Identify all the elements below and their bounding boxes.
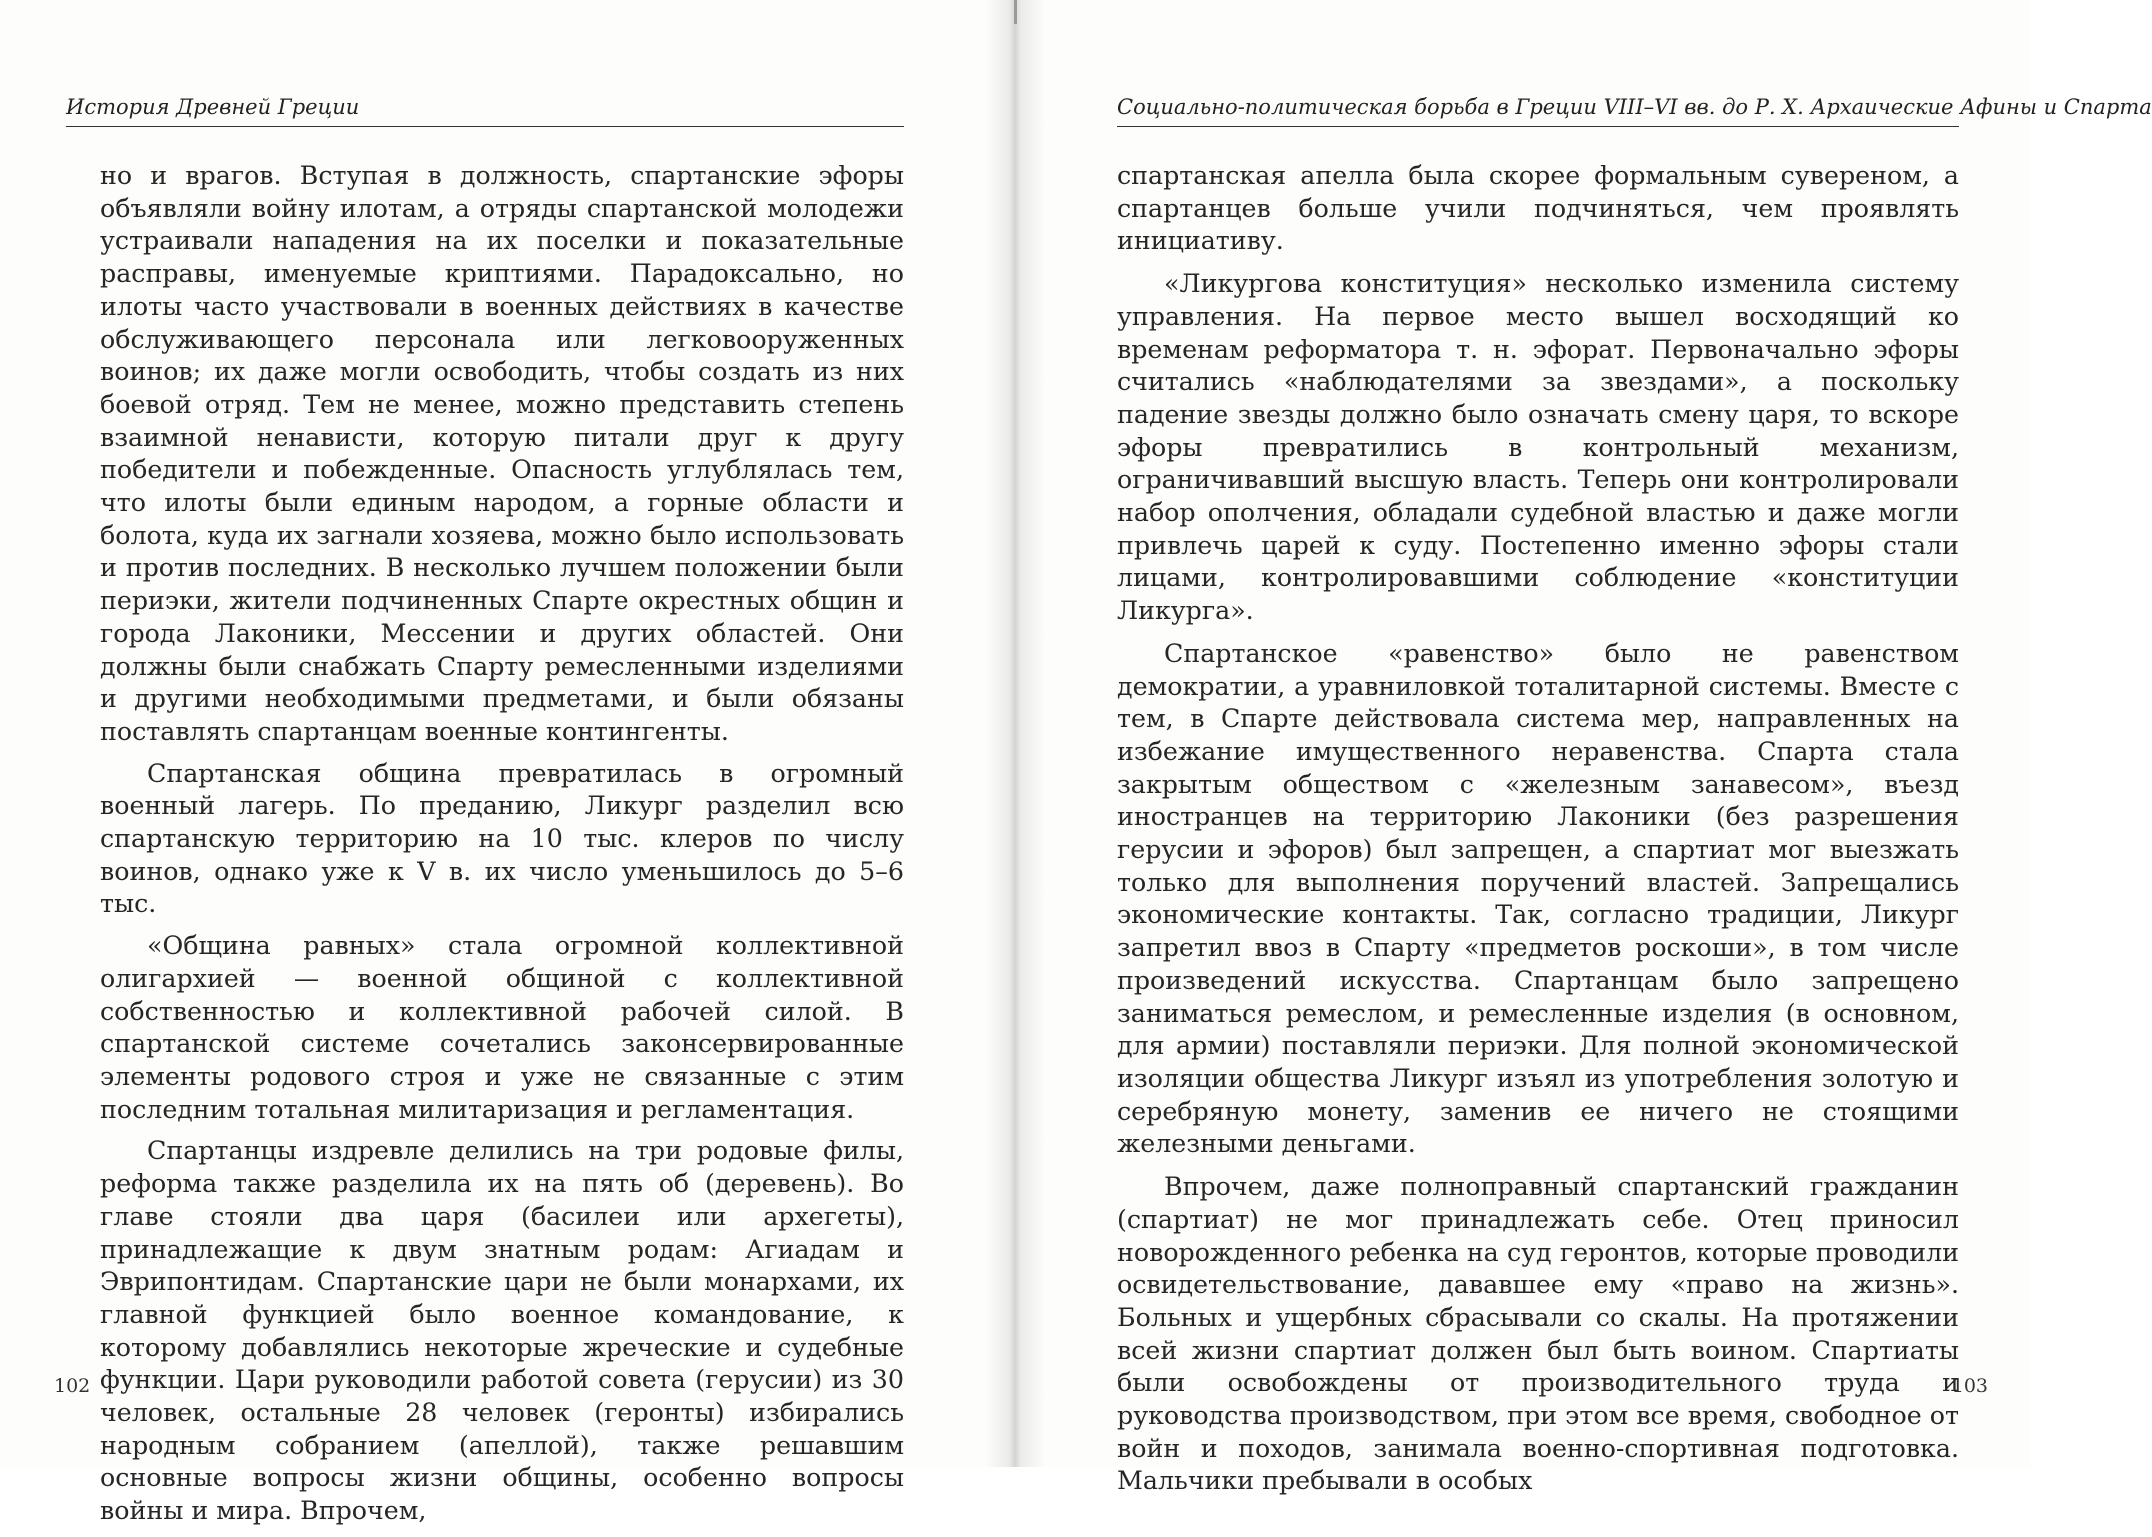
left-paragraph-4: Спартанцы издревле делились на три родовые филы, реформа также разделила их на пять об (деревень). Во главе стояли два царя (басилеи или архегеты), принадлежащие к двум знатным родам: Агиадам и Эврипонтидам. Спартанские цари не были монархами, их главной функцией было военное командование, к которому добавлялись некоторые жреческие и судебные функции. Цари руководили работой совета (герусии) из 30 человек, остальные 28 человек (геронты) избирались народным собранием (апеллой), также решавшим основные вопросы жизни общины, особенно вопросы войны и мира. Впрочем,	[100, 1136, 904, 1526]
right-paragraph-4: Впрочем, даже полноправный спартанский гражданин (спартиат) не мог принадлежать себе. Отец приносил новорожденного ребенка на суд геронтов, которые проводили освидетельствование, дававшее ему «право на жизнь». Больных и ущербных сбрасывали со скалы. На протяжении всей жизни спартиат должен был быть воином. Спартиаты были освобождены от производительного труда и руководства производством, при этом все время, свободное от войн и походов, занимала военно-спортивная подготовка. Мальчики пребывали в особых	[1117, 1172, 1959, 1496]
left-paragraph-1: но и врагов. Вступая в должность, спартанские эфоры объявляли войну илотам, а отряды спартанской молодежи устраивали нападения на их поселки и показательные расправы, именуемые криптиями. Парадоксально, но илоты часто участвовали в военных действиях в качестве обслуживающего персонала или легковооруженных воинов; их даже могли освободить, чтобы создать из них боевой отряд. Тем не менее, можно представить степень взаимной ненависти, которую питали друг к другу победители и побежденные. Опасность углублялась тем, что илоты были единым народом, а горные области и болота, куда их загнали хозяева, можно было использовать и против последних. В несколько лучшем положении были периэки, жители подчиненных Спарте окрестных общин и города Лаконики, Мессении и других областей. Они должны были снабжать Спарту ремесленными изделиями и другими необходимыми предметами, и были обязаны поставлять спартанцам военные контингенты.	[100, 161, 904, 746]
right-page	[1015, 0, 2152, 1496]
right-paragraph-1: спартанская апелла была скорее формальным сувереном, а спартанцев больше учили подчиняться, чем проявлять инициативу.	[1117, 161, 1959, 256]
right-paragraph-3: Спартанское «равенство» было не равенством демократии, а уравниловкой тоталитарной системы. Вместе с тем, в Спарте действовала система мер, направленных на избежание имущественного неравенства. Спарта стала закрытым обществом с «железным занавесом», въезд иностранцев на территорию Лаконики (без разрешения герусии и эфоров) был запрещен, а спартиат мог выезжать только для выполнения поручений властей. Запрещались экономические контакты. Так, согласно традиции, Ликург запретил ввоз в Спарту «предметов роскоши», в том числе произведений искусства. Спартанцам было запрещено заниматься ремеслом, и ремесленные изделия (в основном, для армии) поставляли периэки. Для полной экономической изоляции общества Ликург изъял из употребления золотую и серебряную монету, заменив ее ничего не стоящими железными деньгами.	[1117, 638, 1959, 1159]
right-running-head: Социально-политическая борьба в Греции VIII–VI вв. до Р. Х. Архаические Афины и Спарта	[1117, 92, 1959, 127]
left-page-text	[100, 160, 904, 1537]
left-running-head: История Древней Греции	[66, 92, 904, 127]
left-paragraph-3: «Община равных» стала огромной коллективной олигархией — военной общиной с коллективной собственностью и коллективной рабочей силой. В спартанской системе сочетались законсервированные элементы родового строя и уже не связанные с этим последним тотальная милитаризация и регламентация.	[100, 931, 904, 1124]
left-paragraph-2: Спартанская община превратилась в огромный военный лагерь. По преданию, Ликург разделил всю спартанскую территорию на 10 тыс. клеров по числу воинов, однако уже к V в. их число уменьшилось до 5–6 тыс.	[100, 758, 904, 919]
left-page	[0, 0, 1015, 1526]
right-page-text	[1117, 160, 1959, 1508]
right-paragraph-2: «Ликургова конституция» несколько изменила систему управления. На первое место вышел восходящий ко временам реформатора т. н. эфорат. Первоначально эфоры считались «наблюдателями за звездами», а поскольку падение звезды должно было означать смену царя, то вскоре эфоры превратились в контрольный механизм, ограничивавший высшую власть. Теперь они контролировали набор ополчения, обладали судебной властью и даже могли привлечь царей к суду. Постепенно именно эфоры стали лицами, контролировавшими соблюдение «конституции Ликурга».	[1117, 269, 1959, 626]
right-page-number: 103	[1951, 1375, 1988, 1397]
left-page-number: 102	[54, 1375, 91, 1397]
